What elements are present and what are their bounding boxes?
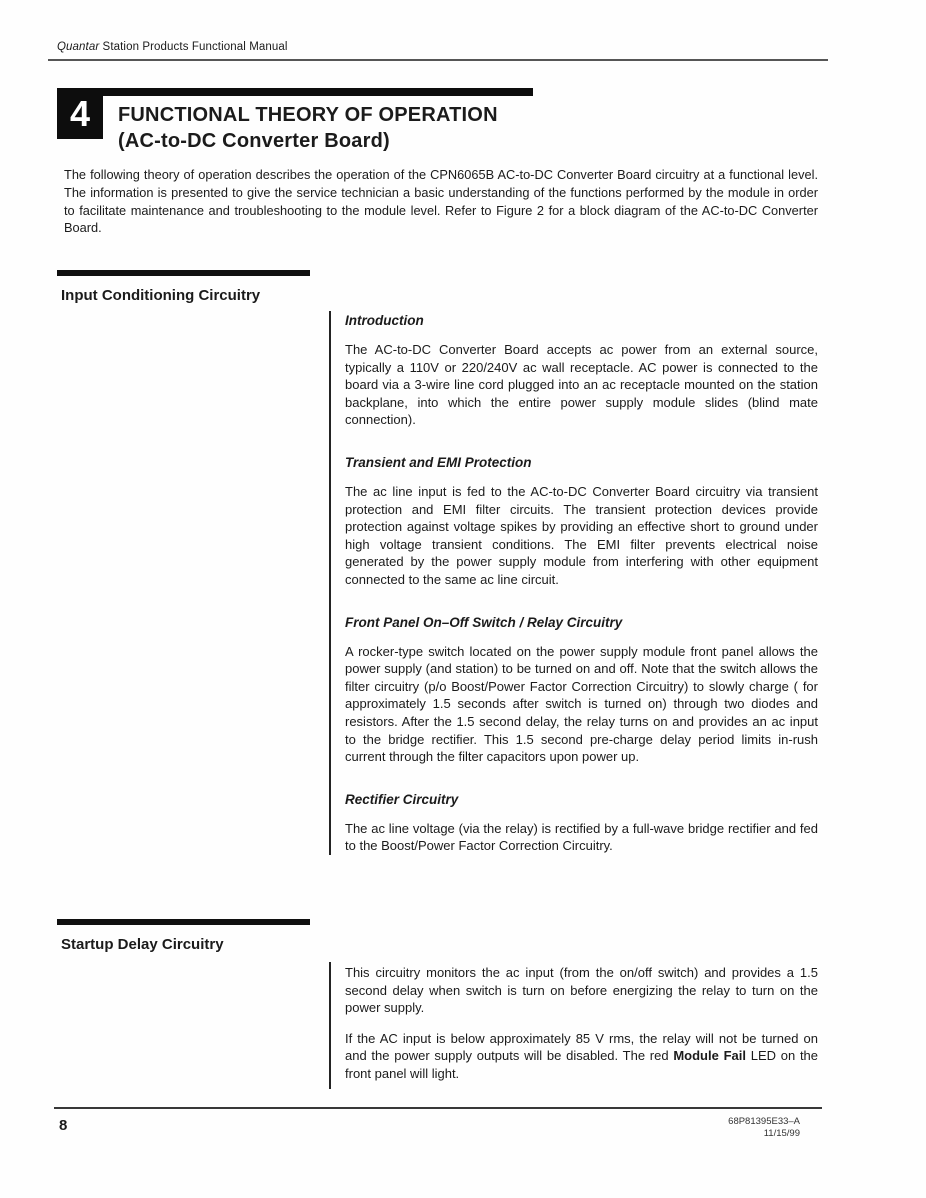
module-fail-label: Module Fail bbox=[673, 1048, 746, 1064]
subsection-title: Front Panel On–Off Switch / Relay Circuitry bbox=[345, 614, 623, 630]
footer-rule bbox=[54, 1107, 822, 1109]
footer-doc-info bbox=[728, 1116, 800, 1139]
revision-date: 11/15/99 bbox=[763, 1127, 800, 1139]
chapter-title-line1: FUNCTIONAL THEORY OF OPERATION bbox=[118, 104, 498, 126]
subsection-transient-emi-protection bbox=[345, 455, 818, 589]
chapter-intro-paragraph: The following theory of operation describes the operation of the CPN6065B AC-to-DC Converter Board circuitry at a functional level. The information is presented to give the service technician a basic understanding of the functions performed by the module in order to facilitate maintenance and troubleshooting to the module level. Refer to Figure 2 for a block diagram of the AC-to-DC Converter Board. bbox=[64, 167, 818, 236]
subsection-body: The AC-to-DC Converter Board accepts ac power from an external source, typically a 110V or 220/240V ac wall receptacle. AC power is connected to the board via a 3-wire line cord plugged into an ac receptacle mounted on the station backplane, into which the entire power supply module slides (blind mate connection). bbox=[345, 342, 818, 428]
section-rule bbox=[57, 919, 310, 925]
running-header bbox=[57, 41, 288, 53]
subsection-front-panel-switch-relay bbox=[345, 615, 818, 766]
startup-delay-paragraph-1: This circuitry monitors the ac input (from the on/off switch) and provides a 1.5 second delay when switch is turn on before energizing the relay to turn on the power supply. bbox=[345, 965, 818, 1016]
section-heading-input-conditioning: Input Conditioning Circuitry bbox=[61, 287, 261, 304]
subsection-title: Introduction bbox=[345, 313, 424, 328]
section-heading-startup-delay: Startup Delay Circuitry bbox=[61, 936, 224, 953]
manual-title-rest: Station Products Functional Manual bbox=[99, 41, 288, 53]
doc-number: 68P81395E33–A bbox=[728, 1116, 800, 1127]
startup-delay-paragraph-2 bbox=[345, 1030, 818, 1083]
section-content-input-conditioning bbox=[329, 311, 818, 855]
subsection-body: The ac line input is fed to the AC-to-DC Converter Board circuitry via transient protection and EMI filter circuits. The transient protection devices provide protection against voltage spikes by providing an effective short to ground under high voltage transient conditions. The EMI filter prevents electrical noise generated by the power supply module from interfering with other equipment connected to the same ac line circuit. bbox=[345, 483, 818, 587]
subsection-body: A rocker-type switch located on the power supply module front panel allows the power supply (and station) to be turned on and off. Note that the switch allows the filter circuitry (p/o Boost/Power Factor Correction Circuitry) to slowly charge ( for approximately 1.5 seconds after switch is turned on) through two diodes and resistors. After the 1.5 second delay, the relay turns on and provides an ac input to the bridge rectifier. This 1.5 second pre-charge delay period limits in-rush current through the filter capacitors upon power up. bbox=[345, 643, 818, 765]
manual-title-italic: Quantar bbox=[57, 41, 100, 53]
section-content-startup-delay bbox=[329, 962, 818, 1089]
subsection-introduction bbox=[345, 313, 818, 429]
paragraph-text: LED on the front panel will light. bbox=[345, 1048, 819, 1081]
page-number: 8 bbox=[59, 1117, 68, 1134]
subsection-body: The ac line voltage (via the relay) is rectified by a full-wave bridge rectifier and fed to the Boost/Power Factor Correction Circuitry. bbox=[345, 820, 818, 854]
chapter-title bbox=[118, 102, 498, 154]
paragraph-text: If the AC input is below approximately 85 V rms, the relay will not be turned on and the power supply outputs will be disabled. The red bbox=[345, 1030, 818, 1064]
subsection-title: Rectifier Circuitry bbox=[345, 791, 459, 807]
subsection-title: Transient and EMI Protection bbox=[345, 454, 532, 470]
subsection-rectifier-circuitry bbox=[345, 792, 818, 855]
chapter-title-line2: (AC-to-DC Converter Board) bbox=[118, 130, 390, 152]
chapter-rule-bar bbox=[103, 88, 533, 96]
section-rule bbox=[57, 270, 310, 276]
header-rule bbox=[48, 59, 828, 61]
chapter-number-box: 4 bbox=[57, 88, 103, 139]
